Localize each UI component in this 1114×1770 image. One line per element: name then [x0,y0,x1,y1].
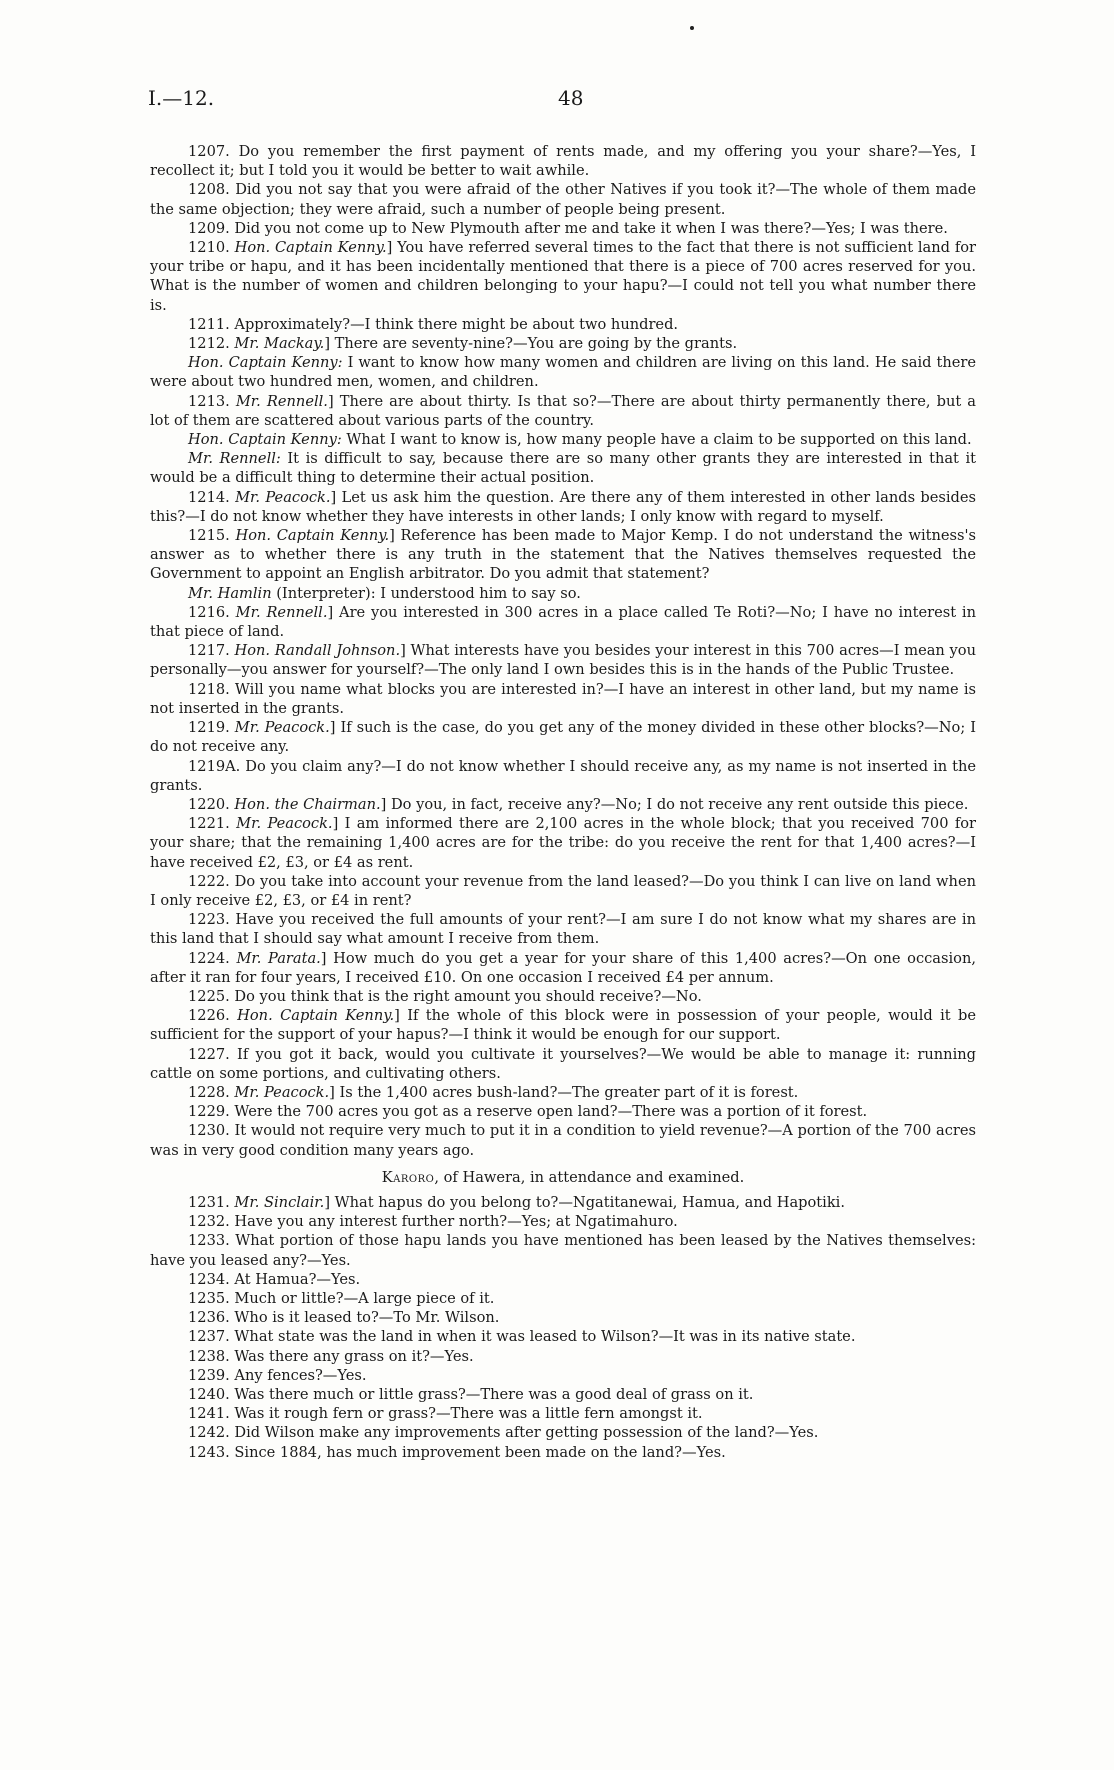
para-text: 1233. What portion of those hapu lands you have mentioned has been leased by the Natives themselves: have you leased any?—Yes. [150,1232,976,1269]
qa-paragraph [150,142,976,180]
para-text: 1207. Do you remember the first payment of rents made, and my offering you your share?—Yes, I recollect it; but I told you it would be better to wait awhile. [150,143,976,180]
para-text-rest: ] Are you interested in 300 acres in a place called Te Roti?—No; I have no interest in that piece of land. [150,603,976,641]
para-text: 1219. [188,719,235,737]
qa-paragraph [150,1443,976,1462]
qa-paragraph [150,1083,976,1102]
qa-paragraph [150,1423,976,1442]
examination-section-2 [150,1193,976,1462]
para-text-rest: ] There are seventy-nine?—You are going by the grants. [324,335,738,353]
qa-paragraph [150,1102,976,1121]
para-text-rest: ] Do you, in fact, receive any?—No; I do not receive any rent outside this piece. [380,795,969,813]
para-text: 1217. [188,642,235,660]
speaker-name: Hon. Captain Kenny: [188,354,343,372]
para-text: 1214. [188,488,236,506]
witness-heading-rest: , of Hawera, in attendance and examined. [434,1168,745,1186]
speaker-name: Mr. Parata. [236,949,321,967]
para-text: 1221. [188,815,237,833]
para-text: 1222. Do you take into account your revenue from the land leased?—Do you think I can live on land when I only receive £2, £3, or £4 in rent? [150,872,976,909]
qa-paragraph [150,1193,976,1212]
qa-paragraph [150,1366,976,1385]
para-text: 1243. Since 1884, has much improvement been made on the land?—Yes. [188,1443,726,1461]
qa-paragraph [150,392,976,430]
para-text: 1238. Was there any grass on it?—Yes. [188,1347,474,1365]
qa-paragraph [150,334,976,353]
para-text: 1230. It would not require very much to put it in a condition to yield revenue?—A portion of the 700 acres was in very good condition many years ago. [150,1122,976,1159]
qa-paragraph [150,1270,976,1289]
qa-paragraph [150,353,976,391]
qa-paragraph [150,987,976,1006]
para-text: 1239. Any fences?—Yes. [188,1366,367,1384]
para-text-rest: (Interpreter): I understood him to say so. [271,584,581,602]
para-text-rest: ] You have referred several times to the fact that there is not sufficient land for your tribe or hapu, and it has been incidentally mentioned that there is a piece of 700 acres reserved for you. What is the number of women and children belonging to your hapu?—I could not tell you what number there is. [150,239,977,314]
para-text-rest: ] I am informed there are 2,100 acres in the whole block; that you received 700 for your share; that the remaining 1,400 acres are for the tribe: do you receive the rent for that 1,400 acres?—I have received £2, £3, or £4 as rent. [150,815,976,871]
qa-paragraph [150,1308,976,1327]
qa-paragraph [150,1289,976,1308]
qa-paragraph [150,584,976,603]
para-text: 1213. [188,392,236,410]
speaker-name: Mr. Rennell: [188,450,281,468]
qa-paragraph [150,757,976,795]
para-text-rest: ] There are about thirty. Is that so?—There are about thirty permanently there, but a lot of them are scattered about various parts of the country. [150,392,976,429]
para-text: 1242. Did Wilson make any improvements after getting possession of the land?—Yes. [188,1424,819,1442]
qa-paragraph [150,1212,976,1231]
para-text: 1225. Do you think that is the right amount you should receive?—No. [188,987,702,1005]
qa-paragraph [150,238,976,315]
para-text: 1231. [188,1193,235,1211]
para-text-rest: ] How much do you get a year for your share of this 1,400 acres?—On one occasion, after it ran for four years, I received £10. On one occasion I received £4 per annum. [150,949,976,986]
para-text: 1212. [188,335,235,353]
qa-paragraph [150,910,976,948]
para-text: 1208. Did you not say that you were afraid of the other Natives if you took it?—The whole of them made the same objection; they were afraid, such a number of people being present. [150,181,976,218]
para-text: 1237. What state was the land in when it was leased to Wilson?—It was in its native state. [188,1328,856,1346]
para-text: 1220. [188,795,235,813]
para-text: 1234. At Hamua?—Yes. [188,1270,361,1288]
para-text-rest: I want to know how many women and children are living on this land. He said there were about two hundred men, women, and children. [150,354,977,391]
para-text: 1240. Was there much or little grass?—There was a good deal of grass on it. [188,1386,754,1403]
para-text: 1216. [188,603,236,621]
qa-paragraph [150,1231,976,1269]
qa-paragraph [150,488,976,526]
qa-paragraph [150,1404,976,1423]
qa-paragraph [150,641,976,679]
qa-paragraph [150,1347,976,1366]
ink-dot [690,26,694,30]
speaker-name: Mr. Rennell. [235,392,328,410]
paper-reference: I.—12. [148,86,215,110]
qa-paragraph [150,603,976,641]
speaker-name: Hon. Captain Kenny. [234,239,387,257]
para-text: 1211. Approximately?—I think there might be about two hundred. [188,315,679,333]
speaker-name: Mr. Sinclair. [234,1193,325,1211]
para-text: 1227. If you got it back, would you cultivate it yourselves?—We would be able to manage it: running cattle on some portions, and cultivating others. [150,1045,976,1082]
para-text: 1226. [188,1007,238,1025]
speaker-name: Hon. Captain Kenny. [237,1007,395,1025]
speaker-name: Mr. Peacock. [236,815,333,833]
qa-paragraph [150,1385,976,1404]
qa-paragraph [150,872,976,910]
para-text: 1229. Were the 700 acres you got as a reserve open land?—There was a portion of it forest. [188,1103,868,1121]
para-text: 1228. [188,1083,235,1101]
para-text-rest: It is difficult to say, because there are so many other grants they are interested in that it would be a difficult thing to determine their actual position. [150,450,977,487]
qa-paragraph [150,1045,976,1083]
speaker-name: Mr. Peacock. [234,719,330,737]
page-number: 48 [558,86,584,110]
speaker-name: Hon. the Chairman. [234,795,381,813]
para-text: 1236. Who is it leased to?—To Mr. Wilson. [188,1309,500,1327]
para-text: 1218. Will you name what blocks you are interested in?—I have an interest in other land, but my name is not inserted in the grants. [150,680,976,717]
speaker-name: Mr. Peacock. [234,1083,330,1101]
para-text: 1241. Was it rough fern or grass?—There was a little fern amongst it. [188,1405,703,1423]
qa-paragraph [150,814,976,872]
para-text: 1235. Much or little?—A large piece of it. [188,1289,495,1307]
page-header [148,86,974,120]
qa-paragraph [150,1327,976,1346]
qa-paragraph [150,449,976,487]
speaker-name: Hon. Captain Kenny. [235,527,390,545]
para-text: 1224. [188,949,237,967]
para-text-rest: What I want to know is, how many people have a claim to be supported on this land. [341,431,972,449]
qa-paragraph [150,430,976,449]
qa-paragraph [150,680,976,718]
qa-paragraph [150,795,976,814]
para-text-rest: ] Reference has been made to Major Kemp. I do not understand the witness's answer as to whether there is any truth in the statement that the Natives themselves requested the Government to appoint an English arbitrator. Do you admit that statement? [150,527,977,583]
speaker-name: Hon. Randall Johnson. [234,642,401,660]
speaker-name: Mr. Peacock. [235,488,331,506]
speaker-name: Mr. Mackay. [234,335,325,353]
speaker-name: Mr. Hamlin [188,584,272,602]
qa-paragraph [150,315,976,334]
examination-section-1 [150,142,976,1160]
witness-name: Karoro [381,1168,435,1186]
para-text: 1232. Have you any interest further north?—Yes; at Ngatimahuro. [188,1213,678,1231]
speaker-name: Mr. Rennell. [235,603,328,621]
witness-heading [150,1168,976,1187]
qa-paragraph [150,180,976,218]
qa-paragraph [150,1006,976,1044]
qa-paragraph [150,1121,976,1159]
para-text: 1215. [188,527,236,545]
para-text: 1223. Have you received the full amounts of your rent?—I am sure I do not know what my shares are in this land that I should say what amount I receive from them. [150,911,976,948]
para-text-rest: ] What hapus do you belong to?—Ngatitanewai, Hamua, and Hapotiki. [324,1193,845,1211]
qa-paragraph [150,718,976,756]
para-text: 1210. [188,239,235,257]
para-text-rest: ] If such is the case, do you get any of the money divided in these other blocks?—No; I do not receive any. [150,719,976,756]
qa-paragraph [150,949,976,987]
para-text: 1209. Did you not come up to New Plymouth after me and take it when I was there?—Yes; I was there. [188,219,948,237]
para-text-rest: ] Let us ask him the question. Are there any of them interested in other lands besides this?—I do not know whether they have interests in other lands; I only know with regard to myself. [150,488,976,525]
speaker-name: Hon. Captain Kenny: [188,431,342,449]
page-body [150,142,976,1462]
qa-paragraph [150,219,976,238]
para-text-rest: ] If the whole of this block were in possession of your people, would it be sufficient for the support of your hapus?—I think it would be enough for our support. [150,1007,977,1044]
para-text-rest: ] Is the 1,400 acres bush-land?—The greater part of it is forest. [329,1083,799,1101]
para-text-rest: ] What interests have you besides your interest in this 700 acres—I mean you personally—you answer for yourself?—The only land I own besides this is in the hands of the Public Trustee. [150,642,976,679]
para-text: 1219A. Do you claim any?—I do not know whether I should receive any, as my name is not inserted in the grants. [150,757,976,794]
qa-paragraph [150,526,976,584]
